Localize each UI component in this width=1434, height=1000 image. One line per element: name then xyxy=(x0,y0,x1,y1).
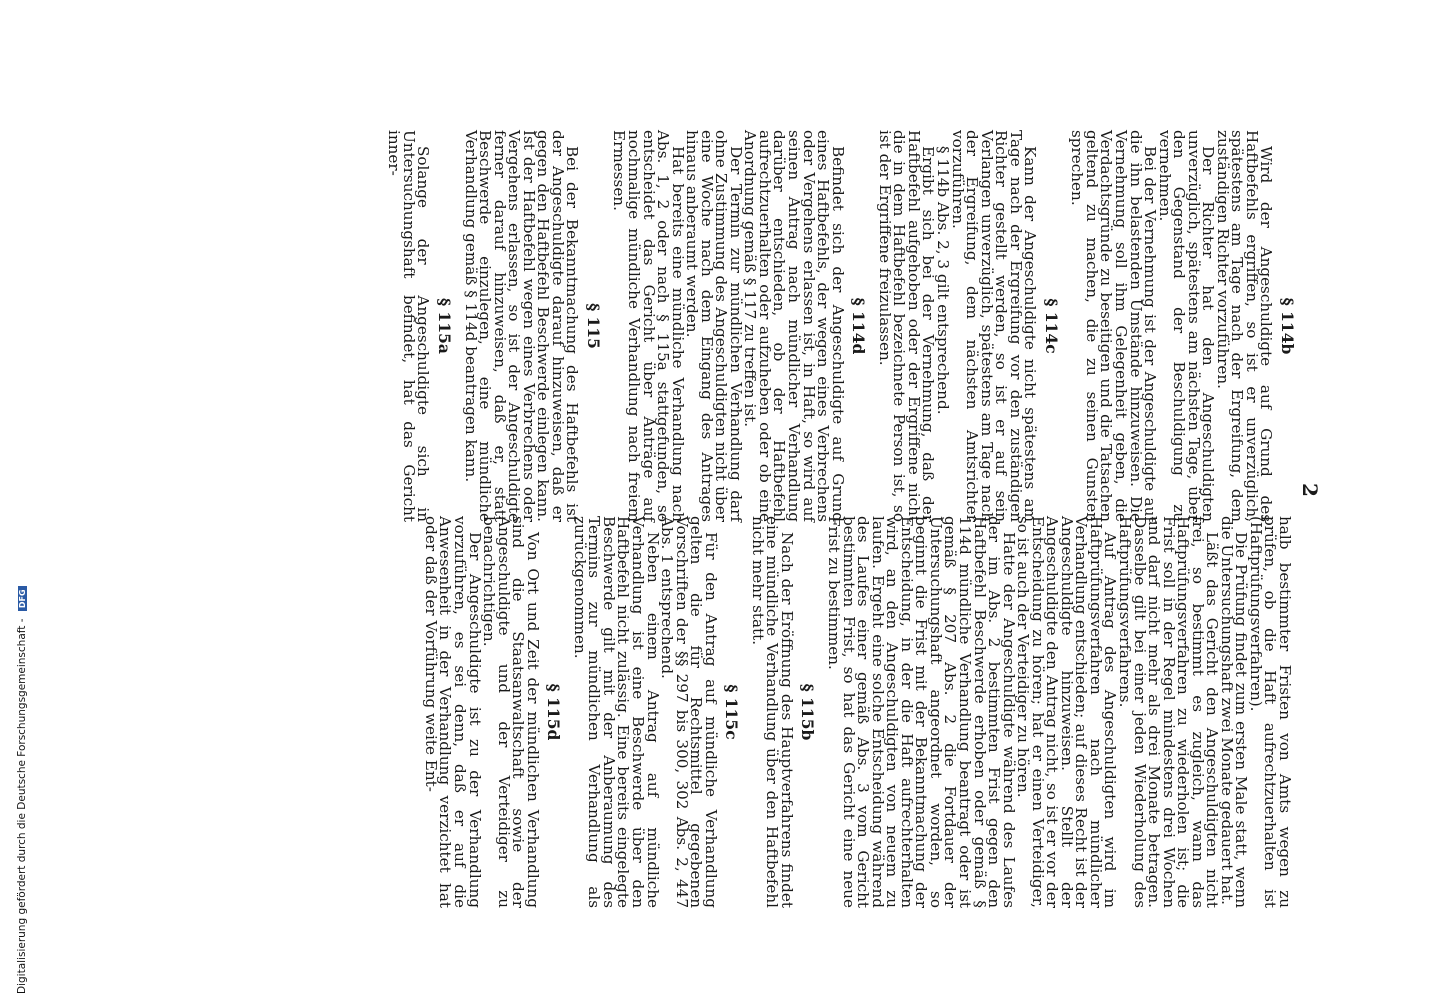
paragraph: Der Termin zur mündlichen Verhandlung darf ohne Zustimmung des Angeschuldigten nicht über eine Woche nach dem Eingang des Antrages hinaus anberaumt werden. xyxy=(683,130,745,522)
paragraph: Solange der Angeschuldigte sich in Untersuchungshaft befindet, hat das Gericht inner- xyxy=(385,130,433,522)
right-text-column xyxy=(423,516,1292,908)
paragraph: Hat bereits eine mündliche Verhandlung nach Abs. 1, 2 oder nach § 115a stattgefunden, so entscheidet das Gericht über Anträge auf nochmalige mündliche Verhandlung nach freiem Ermessen. xyxy=(610,130,687,522)
dfg-logo: DFG xyxy=(18,586,27,611)
paragraph: halb bestimmter Fristen von Amts wegen zu prüfen, ob die Haft aufrechtzuerhalten ist (Haftprüfungsverfahren). xyxy=(1246,516,1294,908)
paragraph: Nach der Eröffnung des Hauptverfahrens findet eine mündliche Verhandlung über den Haftbefehl nicht mehr statt. xyxy=(748,516,796,908)
paragraph: § 114b Abs. 2, 3 gilt entsprechend. xyxy=(933,146,952,415)
section-heading: § 115b xyxy=(798,683,818,741)
section-heading: § 114c xyxy=(1041,298,1061,354)
paragraph: Der Angeschuldigte ist zu der Verhandlung vorzuführen, es sei denn, daß er auf die Anwesenheit in der Verhandlung verzichtet hat oder daß der Vorführung weite Ent- xyxy=(421,516,484,908)
paragraph: Von Ort und Zeit der mündlichen Verhandlung sind die Staatsanwaltschaft sowie der Angeschuldigte und der Verteidiger zu benachrichtigen. xyxy=(480,516,542,908)
section-heading: § 115c xyxy=(722,684,742,740)
paragraph: Hatte der Angeschuldigte während des Laufes der im Abs. 2 bestimmten Frist gegen den Haftbefehl Beschwerde erhoben oder gemäß § 114d mündliche Verhandlung beantragt oder ist gemäß § 207 Abs. 2 die Fortdauer der Untersuchungshaft angeordnet worden, so beginnt die Frist mit der Bekanntmachung der Entscheidung, in der die Haft aufrechterhalten wird, an den Angeschuldigten von neuem zu laufen. Ergeht eine solche Entscheidung während des Laufes einer gemäß Abs. 3 vom Gericht bestimmten Frist, so hat das Gericht eine neue Frist zu bestimmen. xyxy=(825,516,1018,908)
paragraph: Befindet sich der Angeschuldigte auf Grund eines Haftbefehls, der wegen eines Verbrechens oder Vergehens erlassen ist, in Haft, so wird auf seinen Antrag nach mündlicher Verhandlung darüber entschieden, ob der Haftbefehl aufrechtzuerhalten oder aufzuheben oder ob eine Anordnung gemäß § 117 zu treffen ist. xyxy=(741,130,847,522)
section-heading: § 114d xyxy=(849,297,869,355)
section-heading: § 115 xyxy=(583,303,603,349)
paragraph: Bei der Bekanntmachung des Haftbefehls ist der Angeschuldigte darauf hinzuweisen, daß er gegen den Haftbefehl Beschwerde einlegen kann. Ist der Haftbefehl wegen eines Verbrechens oder Vergehens erlassen, so ist der Angeschuldigte ferner darauf hinzuweisen, daß er, statt Beschwerde einzulegen, eine mündliche Verhandlung gemäß § 114d beantragen kann. xyxy=(461,130,582,522)
section-heading: § 115a xyxy=(435,298,455,354)
paragraph: Ergibt sich bei der Vernehmung, daß der Haftbefehl aufgehoben oder der Ergriffene nicht die in dem Haftbefehl bezeichnete Person ist, so ist der Ergriffene freizulassen. xyxy=(875,130,938,522)
paragraph: Neben einem Antrag auf mündliche Verhandlung ist eine Beschwerde über den Haftbefehl nicht zulässig. Eine bereits eingelegte Beschwerde gilt mit der Anberaumung des Termins zur mündlichen Verhandlung als zurückgenommen. xyxy=(570,516,662,908)
paragraph: Die Prüfung findet zum ersten Male statt, wenn die Untersuchungshaft zwei Monate gedauert hat. xyxy=(1217,516,1251,908)
paragraph: Läßt das Gericht den Angeschuldigten nicht frei, so bestimmt es zugleich, wann das Haftprüfungsverfahren zu wiederholen ist; die Frist soll in der Regel mindestens drei Wochen und darf nicht mehr als drei Monate betragen. Dasselbe gilt bei einer jeden Wiederholung des Haftprüfungsverfahrens. xyxy=(1115,516,1222,908)
paragraph: Wird der Angeschuldigte auf Grund des Haftbefehls ergriffen, so ist er unverzüglich, spätestens am Tage nach der Ergreifung, dem zuständigen Richter vorzuführen. xyxy=(1213,130,1276,522)
paragraph: Der Richter hat den Angeschuldigten unverzüglich, spätestens am nächsten Tage, über den Gegenstand der Beschuldigung zu vernehmen. xyxy=(1155,130,1218,522)
paragraph: Kann der Angeschuldigte nicht spätestens am Tage nach der Ergreifung vor den zuständigen Richter gestellt werden, so ist er auf sein Verlangen unverzüglich, spätestens am Tage nach der Ergreifung, dem nächsten Amtsrichter vorzuführen. xyxy=(948,130,1040,522)
page-number: 2 xyxy=(1298,483,1322,497)
section-heading: § 115d xyxy=(544,683,564,741)
paragraph: Bei der Vernehmung ist der Angeschuldigte auf die ihn belastenden Umstände hinzuweisen. Die Vernehmung soll ihm Gelegenheit geben, die Verdachtsgründe zu beseitigen und die Tatsachen geltend zu machen, die zu seinen Gunsten sprechen. xyxy=(1068,130,1160,522)
credit-text: Digitalisierung gefördert durch die Deutsche Forschungsgemeinschaft - xyxy=(16,618,28,994)
paragraph: Auf Antrag des Angeschuldigten wird im Haftprüfungsverfahren nach mündlicher Verhandlung entschieden; auf dieses Recht ist der Angeschuldigte hinzuweisen. Stellt der Angeschuldigte den Antrag nicht, so ist er vor der Entscheidung zu hören; hat er einen Verteidiger, so ist auch der Verteidiger zu hören. xyxy=(1014,516,1120,908)
section-heading: § 114b xyxy=(1278,297,1297,355)
paragraph: Für den Antrag auf mündliche Verhandlung gelten die für Rechtsmittel gegebenen Vorschriften der §§ 297 bis 300, 302 Abs. 2, 447 Abs. 1 entsprechend. xyxy=(658,516,720,908)
left-text-column xyxy=(385,130,1297,522)
